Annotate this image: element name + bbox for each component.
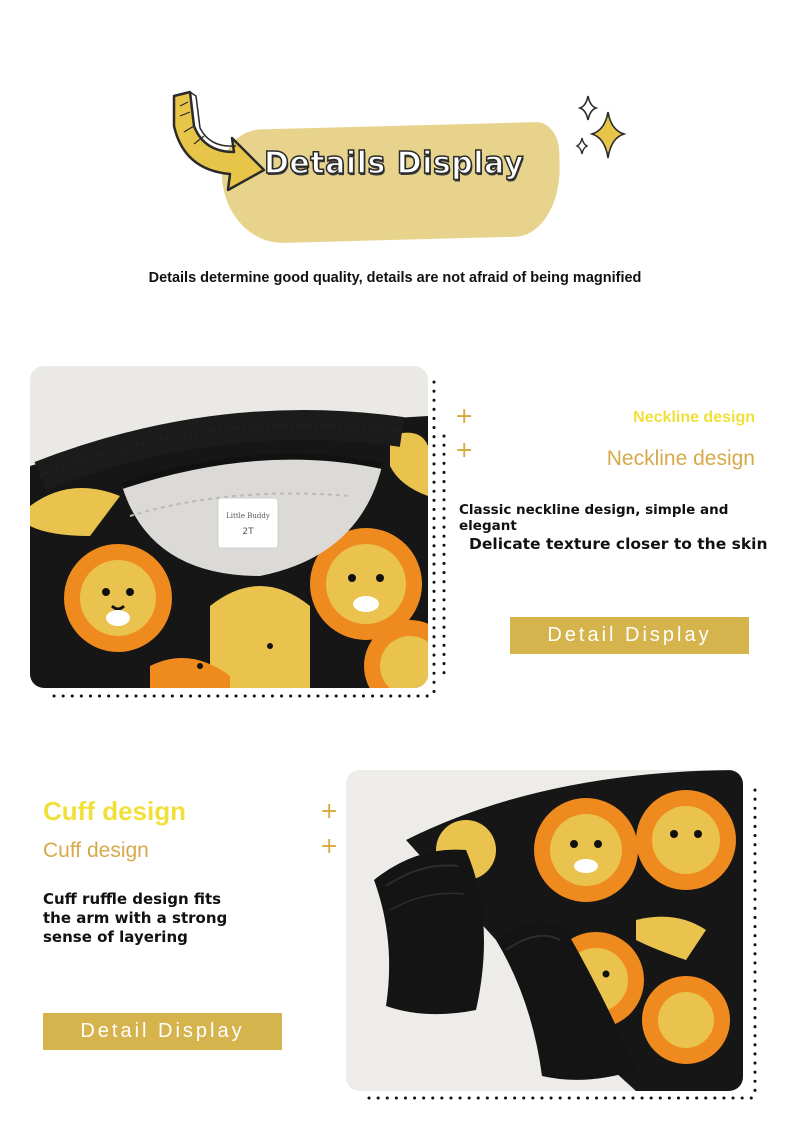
neckline-description-line1: Classic neckline design, simple and elegant xyxy=(459,502,729,534)
neckline-detail-display-button[interactable]: Detail Display xyxy=(510,617,749,654)
cuff-description-line3: sense of layering xyxy=(43,928,188,946)
header-blob xyxy=(221,122,562,245)
neckline-heading-light: Neckline design xyxy=(606,447,755,470)
cuff-heading-light: Cuff design xyxy=(43,839,149,862)
cuff-photo xyxy=(346,770,743,1091)
neckline-heading-bold: Neckline design xyxy=(633,409,755,426)
plus-icon: + xyxy=(455,438,474,463)
label-tag-size: 2T xyxy=(242,527,254,537)
cuff-description-line1: Cuff ruffle design fits xyxy=(43,890,222,908)
neckline-photo xyxy=(30,366,428,688)
plus-icon: + xyxy=(320,799,339,824)
plus-icon: + xyxy=(320,834,339,859)
curved-arrow-icon xyxy=(160,86,270,196)
page-title: Details Display xyxy=(264,146,524,181)
cuff-description-line2: the arm with a strong xyxy=(43,909,228,927)
sparkle-icon xyxy=(572,92,632,172)
page-subtitle: Details determine good quality, details are not afraid of being magnified xyxy=(148,270,642,286)
plus-icon: + xyxy=(455,404,474,429)
neckline-description-line2: Delicate texture closer to the skin xyxy=(469,535,768,553)
cuff-heading-bold: Cuff design xyxy=(43,796,186,826)
label-tag-brand: Little Buddy xyxy=(226,512,270,520)
cuff-detail-display-button[interactable]: Detail Display xyxy=(43,1013,282,1050)
